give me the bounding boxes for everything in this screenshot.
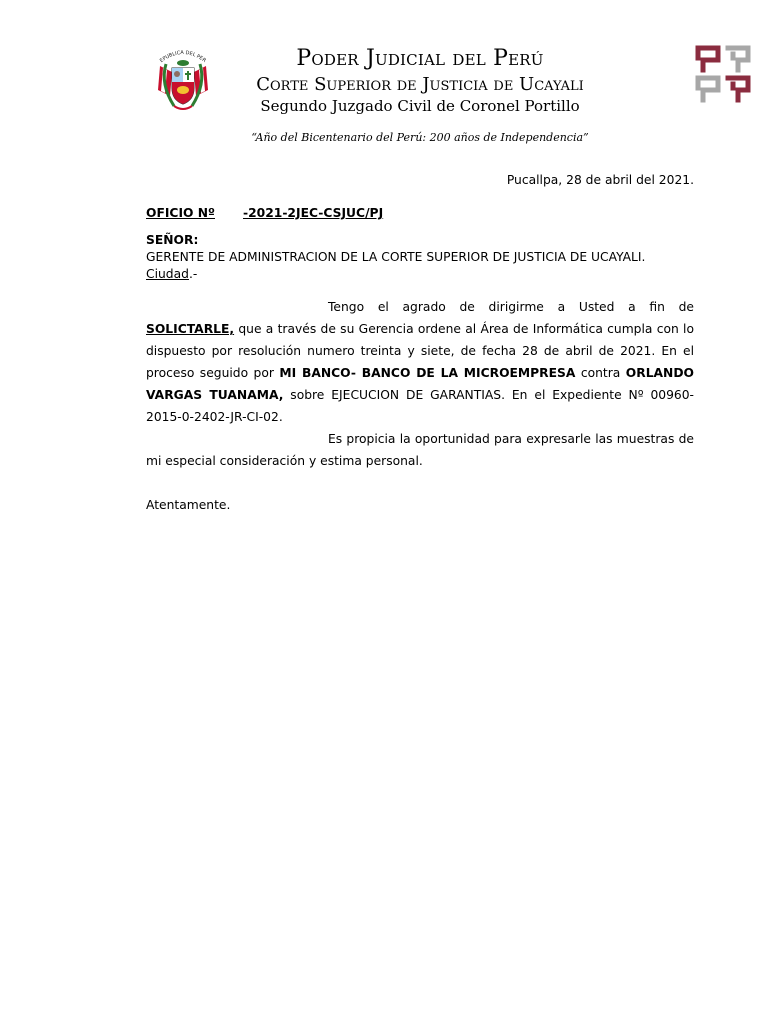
p1-defendant: ORLANDO VARGAS TUANAMA, [146,366,694,402]
bicentennial-motto: “Año del Bicentenario del Perú: 200 años de Independencia” [251,131,589,144]
p1-text-1: Tengo el agrado de dirigirme a Usted a fin de [328,300,694,314]
office-name: Segundo Juzgado Civil de Coronel Portillo [260,97,580,115]
recipient: GERENTE DE ADMINISTRACION DE LA CORTE SUPERIOR DE JUSTICIA DE UCAYALI. [146,250,646,264]
place-date: Pucallpa, 28 de abril del 2021. [506,173,694,187]
p1-request: SOLICTARLE, [146,322,235,336]
city-suffix: .- [188,267,198,281]
poder-judicial-logo-icon [694,44,752,104]
institution-name: Poder Judicial del Perú [296,46,544,71]
oficio-number: -2021-2JEC-CSJUC/PJ [243,206,384,220]
p2-text: Es propicia la oportunidad para expresarle las muestras de mi especial consideración y estima personal. [146,432,694,468]
paragraph-courtesy [146,428,694,472]
peru-coat-of-arms-icon [152,44,214,116]
p1-text-4: sobre EJECUCION DE GARANTIAS. En el Expediente Nº 00960-2015-0-2402-JR-CI-02. [146,388,694,424]
salutation: SEÑOR: [146,233,199,247]
paragraph-request [146,296,694,428]
p1-plaintiff: MI BANCO- BANCO DE LA MICROEMPRESA [279,366,576,380]
p1-text-3: contra [575,366,626,380]
city-line [146,266,694,283]
city: Ciudad [146,267,189,281]
addressee-block [146,232,694,283]
p1-text-2: que a través de su Gerencia ordene al Área de Informática cumpla con lo dispuesto por resolución numero treinta y siete, de fecha 28 de abril de 2021. En el proceso seguido por [146,322,694,380]
crest-ribbon-text: EPUBLICA DEL PER [158,49,207,65]
oficio-reference [146,202,694,224]
oficio-prefix: OFICIO Nº [146,206,215,220]
closing: Atentamente. [146,498,231,512]
court-name: Corte Superior de Justicia de Ucayali [256,74,584,95]
